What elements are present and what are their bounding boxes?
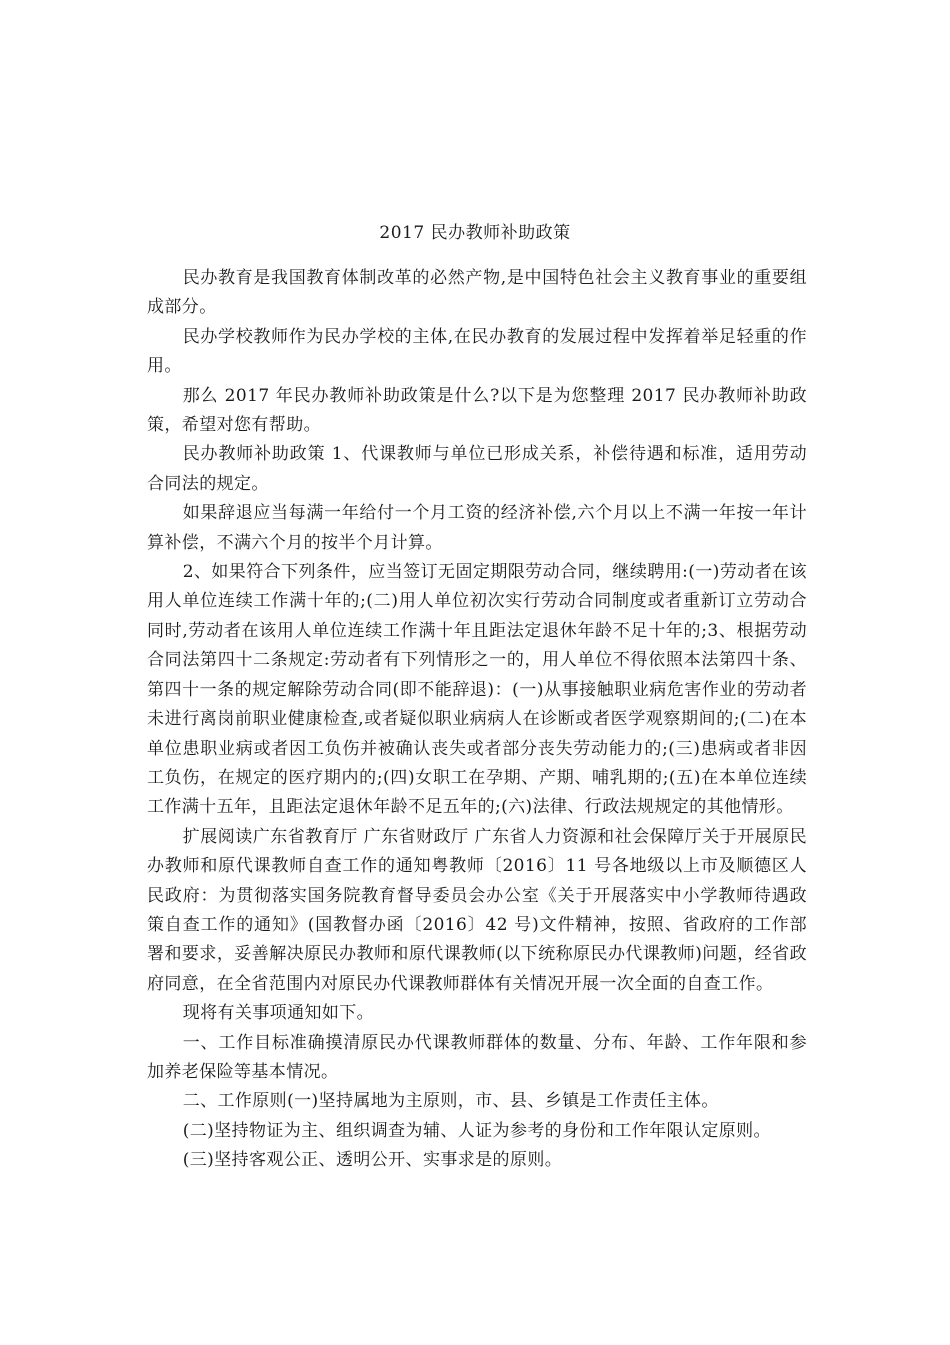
paragraph: 民办教育是我国教育体制改革的必然产物,是中国特色社会主义教育事业的重要组成部分。 xyxy=(147,268,807,318)
paragraph: 扩展阅读广东省教育厅 广东省财政厅 广东省人力资源和社会保障厅关于开展原民办教师和原代课教师自查工作的通知粤教师〔2016〕11 号各地级以上市及顺德区人民政府：为贯彻落实国务院教育督导委员会办公室《关于开展落实中小学教师待遇政策自查工作的通知》(国教督办函〔2016〕42 号)文件精神，按照、省政府的工作部署和要求，妥善解决原民办教师和原代课教师(以下统称原民办代课教师)问题，经省政府同意，在全省范围内对原民办代课教师群体有关情况开展一次全面的自查工作。 xyxy=(147,826,807,994)
document-title: 2017 民办教师补助政策 xyxy=(379,223,571,243)
paragraph: 如果辞退应当每满一年给付一个月工资的经济补偿,六个月以上不满一年按一年计算补偿，不满六个月的按半个月计算。 xyxy=(147,503,807,553)
paragraph: (三)坚持客观公正、透明公开、实事求是的原则。 xyxy=(182,1150,563,1171)
paragraph: 2、如果符合下列条件，应当签订无固定期限劳动合同，继续聘用:(一)劳动者在该用人单位连续工作满十年的;(二)用人单位初次实行劳动合同制度或者重新订立劳动合同时,劳动者在该用人单位连续工作满十年且距法定退休年龄不足十年的;3、根据劳动合同法第四十二条规定:劳动者有下列情形之一的，用人单位不得依照本法第四十条、第四十一条的规定解除劳动合同(即不能辞退)：(一)从事接触职业病危害作业的劳动者未进行离岗前职业健康检查,或者疑似职业病病人在诊断或者医学观察期间的;(二)在本单位患职业病或者因工负伤并被确认丧失或者部分丧失劳动能力的;(三)患病或者非因工负伤，在规定的医疗期内的;(四)女职工在孕期、产期、哺乳期的;(五)在本单位连续工作满十五年，且距法定退休年龄不足五年的;(六)法律、行政法规规定的其他情形。 xyxy=(147,562,807,818)
paragraph: 现将有关事项通知如下。 xyxy=(182,1003,375,1024)
document-body xyxy=(147,264,807,1176)
paragraph: 民办学校教师作为民办学校的主体,在民办教育的发展过程中发挥着举足轻重的作用。 xyxy=(147,326,807,377)
paragraph: 二、工作原则(一)坚持属地为主原则，市、县、乡镇是工作责任主体。 xyxy=(182,1091,719,1112)
paragraph: 民办教师补助政策 1、代课教师与单位已形成关系，补偿待遇和标准，适用劳动合同法的规定。 xyxy=(147,444,807,494)
paragraph: 一、工作目标准确摸清原民办代课教师群体的数量、分布、年龄、工作年限和参加养老保险等基本情况。 xyxy=(147,1032,807,1082)
paragraph: (二)坚持物证为主、组织调查为辅、人证为参考的身份和工作年限认定原则。 xyxy=(182,1120,771,1141)
paragraph: 那么 2017 年民办教师补助政策是什么?以下是为您整理 2017 民办教师补助政策，希望对您有帮助。 xyxy=(147,385,807,436)
